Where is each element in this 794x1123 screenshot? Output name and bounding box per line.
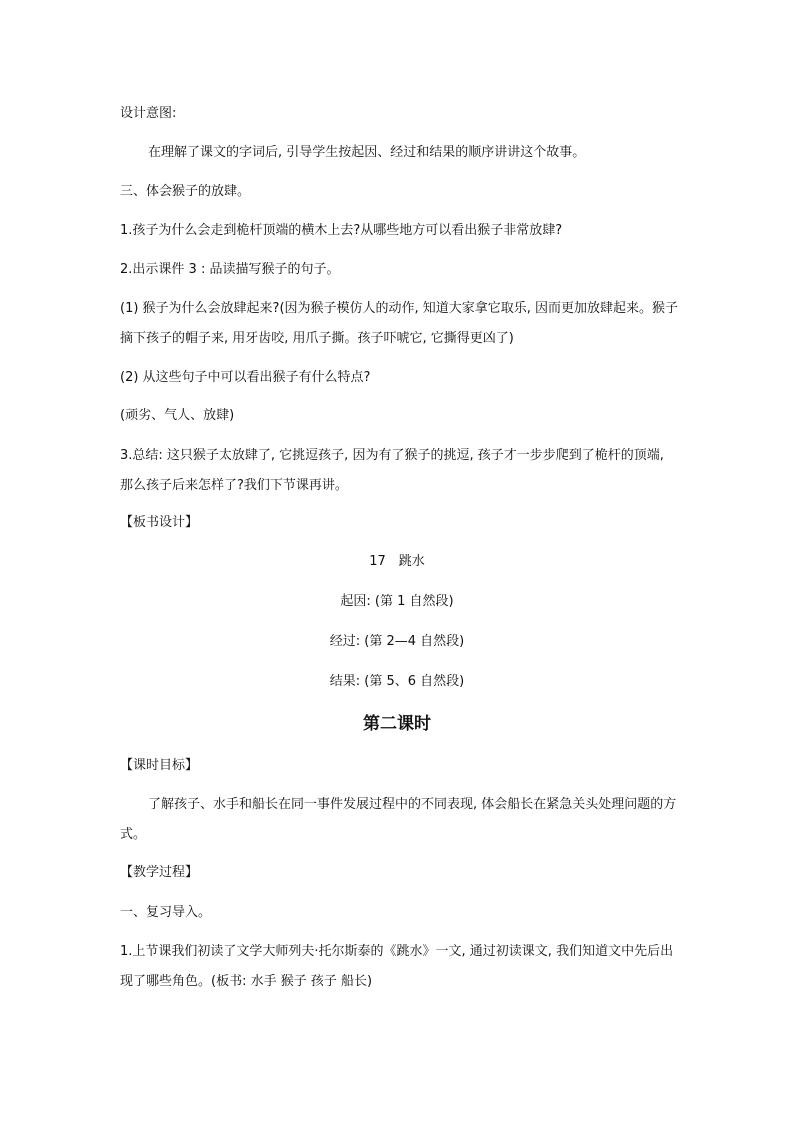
board-item-process: 经过: (第 2—4 自然段) [329, 634, 465, 649]
section-three-heading: 三、体会猴子的放肆。 [120, 184, 251, 199]
design-intent-heading: 设计意图: [120, 106, 177, 121]
sub-question-2: (2) 从这些句子中可以看出猴子有什么特点? [120, 370, 371, 385]
review-question-1: 1.上节课我们初读了文学大师列夫·托尔斯泰的《跳水》一文, 通过初读课文, 我们知道文中先后出现了哪些角色。(板书: 水手 猴子 孩子 船长) [120, 944, 674, 989]
lesson-two-title: 第二课时 [363, 714, 431, 734]
question-2: 2.出示课件 3 : 品读描写猴子的句子。 [120, 262, 340, 277]
sub-question-1: (1) 猴子为什么会放肆起来?(因为猴子模仿人的动作, 知道大家拿它取乐, 因而更加放肆起来。猴子摘下孩子的帽子来, 用牙齿咬, 用爪子撕。孩子吓唬它, 它撕得更凶了) [120, 301, 679, 346]
lesson-goal-text: 了解孩子、水手和船长在同一事件发展过程中的不同表现, 体会船长在紧急关头处理问题的方式。 [120, 797, 677, 842]
design-intent-text: 在理解了课文的字词后, 引导学生按起因、经过和结果的顺序讲讲这个故事。 [148, 145, 586, 160]
board-design-heading: 【板书设计】 [120, 515, 199, 530]
review-intro-heading: 一、复习导入。 [120, 905, 212, 920]
board-item-cause: 起因: (第 1 自然段) [340, 594, 454, 609]
lesson-goal-heading: 【课时目标】 [120, 758, 199, 773]
sub-answer-2: (顽劣、气人、放肆) [120, 408, 235, 423]
summary-paragraph: 3.总结: 这只猴子太放肆了, 它挑逗孩子, 因为有了猴子的挑逗, 孩子才一步步爬到了桅杆的顶端, 那么孩子后来怎样了?我们下节课再讲。 [120, 448, 664, 493]
teaching-process-heading: 【教学过程】 [120, 865, 199, 880]
board-title: 17 跳水 [369, 554, 425, 569]
question-1: 1.孩子为什么会走到桅杆顶端的横木上去?从哪些地方可以看出猴子非常放肆? [120, 223, 563, 238]
board-item-result: 结果: (第 5、6 自然段) [329, 674, 465, 689]
